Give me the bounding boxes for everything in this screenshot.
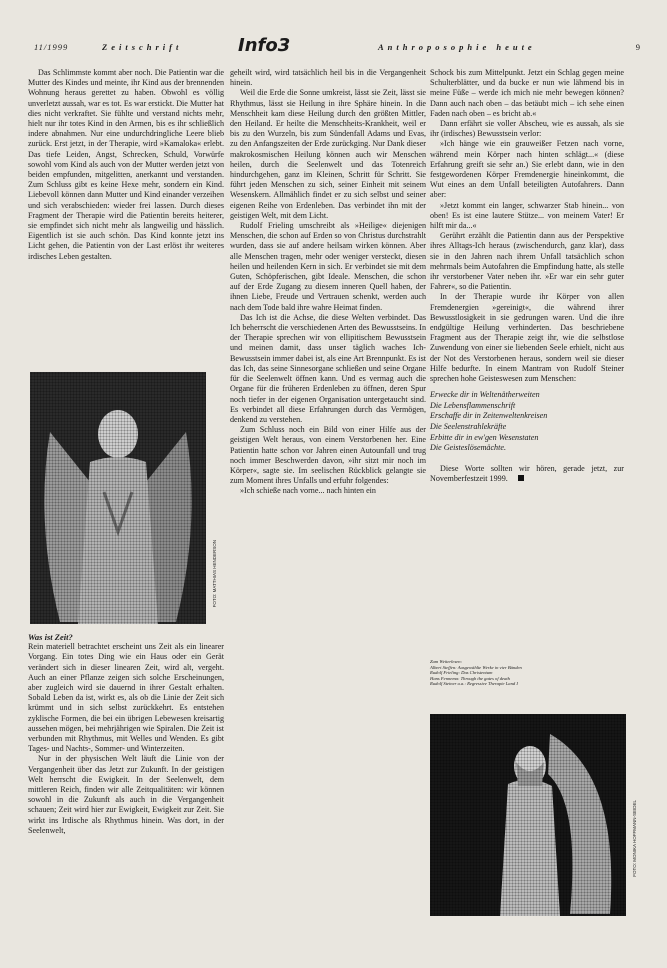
- column-3: [430, 68, 624, 484]
- paragraph: Schock bis zum Mittelpunkt. Jetzt ein Schlag gegen meine Schulterblätter, und da bucke er nun wie lähmend bis in meine Füße – werde ich mich nie mehr bewegen können? Dann auch nach oben – das betäubt mich – ich sehe einen Faden nach oben – es bricht ab.«: [430, 68, 624, 118]
- weeping-angel-photo: [430, 714, 626, 916]
- photo-credit: FOTO: MONIKA HOFFMANN-SEIDEL: [632, 800, 637, 877]
- sources-heading: Zum Weiterlesen:: [430, 659, 463, 664]
- closing-paragraph: [430, 464, 624, 484]
- mantra-line: Die Lebensflammenschrift: [430, 400, 516, 410]
- halftone-overlay: [430, 714, 626, 916]
- paragraph: Rein materiell betrachtet erscheint uns Zeit als ein linearer Vorgang. Ein totes Ding wie ein Haus oder ein Gerät verändert sich in dieser linearen Zeit, wird alt, vergeht. Auch an einer Pflanze zeigen sich solche Erscheinungen, aber zugleich wird sie dauernd in ihrer Gestalt erhalten. Sobald Leben da ist, wirkt es, als ob die Linie der Zeit sich krümmt und in sich selbst zurückkehrt. Es entstehen zyklische Formen, die bei ein übrigen Lebewesen kreisartig aussehen mögen, bei mehrjährigen wie Spiralen. Die Zeit ist verbunden mit Rhythmus, mit Welles und Wenden. Es gibt Tages- und Nachts-, Sommer- und Winterzeiten.: [28, 642, 224, 754]
- paragraph: »Ich hänge wie ein grauweißer Fetzen nach vorne, während mein Körper nach hinten schlägt...« (diese Erfahrung greift sie sehr an.) Sie erlebt dann, wie in den festgewordenen Körper Fremdenergie hineinkommt, die Wut eines an dem Unfall beteiligten Autofahrers. Dann aber:: [430, 139, 624, 200]
- photo-credit: FOTO: MATTHIAS HENDERSON: [212, 540, 217, 608]
- paragraph: geheilt wird, wird tatsächlich heil bis in die Vergangenheit hinein.: [230, 68, 426, 88]
- source-item: Rudolf Steiner u.a.: Regressive Therapie Land I: [430, 681, 518, 687]
- paragraph: Zum Schluss noch ein Bild von einer Hilfe aus der geistigen Welt heraus, von einem Verstorbenen her. Eine Patientin hatte schon vor Jahren einen Autounfall und trug noch immer Beschwerden davon, »ihr sitzt mir noch im Körper«, sagte sie. Im seelischen Rückblick gelangte sie zum Moment ihres Unfalls und erfuhr folgendes:: [230, 425, 426, 486]
- paragraph: Gerührt erzählt die Patientin dann aus der Perspektive ihres Alltags-Ich heraus (zwischendurch, ganz klar), dass sie in den Jahren nach ihrem Unfall tatsächlich schon mehrmals beim Autofahren die Empfindung hatte, als stelle ihr verstorbener Vater neben ihr. »Er war ein sehr guter Fahrer«, so die Patientin.: [430, 231, 624, 292]
- column-1-top: [28, 68, 224, 262]
- info3-logo: Info3: [238, 35, 291, 56]
- page-number: 9: [635, 42, 641, 52]
- mantra-line: Erschaffe dir in Zeitenweltenkreisen: [430, 411, 548, 421]
- angel-statue-photo: [30, 372, 206, 624]
- source-item: Rudolf Frieling: Das Christentum: [430, 670, 493, 676]
- source-item: Albert Steffen: Ausgewählte Werke in vier Bänden: [430, 664, 522, 670]
- further-reading: [430, 659, 630, 687]
- paragraph: Weil die Erde die Sonne umkreist, lässt sie Zeit, lässt sie Rhythmus, lässt sie Heilung in ihre Sphäre hinein. In die Menschheit kam diese Heilung durch den größten Mittler, den Heiland. Er heilte die Menschheits-Krankheit, weil er bis zu den Wurzeln, bis zum Sündenfall Adams und Evas, zu den Anfangszeiten der Erde zurückging. Nur Dank dieser makrokosmischen Heilung können auch wir Menschen heilen, durch die Seelenwelt und das Totenreich hindurchgehen, ganz im Kleinen, Schritt für Schritt. Sie führt jeden Menschen zu sich, seiner Einheit mit seinem Wesenskern. Allmählich findet er zu sich selbst und seiner eigenen Reihe von Erdenleben. Das verbindet ihn mit der geistigen Welt, mit dem Licht.: [230, 88, 426, 220]
- source-item: Hans Fennema: Through the gates of death: [430, 675, 510, 681]
- magazine-word: Zeitschrift: [102, 42, 183, 52]
- paragraph: Nur in der physischen Welt läuft die Linie von der Vergangenheit über das Jetzt zur Zukunft. In der geistigen Welt herrscht die Ewigkeit. In der Seelenwelt, dem mittleren Reich, finden wir alle Zeitqualitäten: wir können sowohl in die Zukunft als auch in die Vergangenheit schauen; Zeit wird hier zur Ewigkeit, Ewigkeit zur Zeit. Sie wirkt ins Irdische als Rhythmus hinein. Was dort, in der Seelenwelt,: [28, 754, 224, 835]
- closing-text: Diese Worte sollten wir hören, gerade jetzt, zur Novemberfestzeit 1999.: [430, 463, 624, 484]
- paragraph: »Jetzt kommt ein langer, schwarzer Stab hinein... von oben! Es ist eine lautere Stütze... von meinem Vater! Er hilft mir da...«: [430, 200, 624, 231]
- page-header: [26, 35, 643, 56]
- paragraph: Das Schlimmste kommt aber noch. Die Patientin war die Mutter des Kindes und meinte, ihr Kind aus der brennenden Wohnung heraus gerettet zu haben. Obwohl es völlig unverletzt aussah, war es tot. Es war erstickt. Die Mutter hat dies nicht verkraftet. Sie fühlte und verstand nichts mehr, hielt nur ihr totes Kind in den Armen, bis es ihr schließlich indere abnahmen. Nur eine undurchdringliche Leere blieb zurück. Erst jetzt, in der Therapie, wird »Kamaloka« erlebt. Das tiefe Leiden, Angst, Schrecken, Schuld, Vorwürfe sowohl vom Kind als auch von der Mutter werden jetzt von beiden empfunden, mitgelitten, anerkannt und verstanden. Zum Schluss gibt es keine Hexe mehr, sondern ein Kind. Liebevoll können dann Mutter und Kind einander verzeihen und sich verabschieden: wieder frei lassen. Durch dieses Fragment der Therapie wird die Patientin bereits heiterer, sie empfindet sich nicht mehr als langweilig und hässlich. Eigentlich ist sie auch schön. Das Kind konnte jetzt ins Licht gehen, die Patientin von der Last erlöst ihr weiteres irdisches Leben gestalten.: [28, 68, 224, 261]
- mantra-line: Die Geisteslösemächte.: [430, 443, 506, 453]
- paragraph: Das Ich ist die Achse, die diese Welten verbindet. Das Ich beherrscht die verschiedenen Arten des Bewusstseins. In der Therapie sprechen wir von ellipitischem Bewusstsein und meinen damit, dass unser täglich waches Ich-Bewusstsein immer dabei ist, als eine Art Brennpunkt. Es ist das Ich, das seine Sinnesorgane schließen und seine Organe für die Seelenwelt öffnen kann. Und es vermag auch die Organe für die früheren Erdenleben zu öffnen, deren Spur noch tiefer in der eigenen Organisation untergetaucht sind. Es verbindet all diese Erfahrungen durch das Vermögen, denkend zu verstehen.: [230, 312, 426, 424]
- column-1-bottom: [28, 632, 224, 836]
- mantra-line: Die Seelenstrahlekräfte: [430, 422, 507, 432]
- column-2: [230, 68, 426, 497]
- mantra-verse: [430, 390, 624, 454]
- mantra-line: Erwecke dir in Weltenätherweiten: [430, 390, 540, 400]
- header-subtitle: Anthroposophie heute: [378, 42, 536, 52]
- end-mark-icon: [518, 475, 524, 481]
- issue-date: 11/1999: [34, 42, 69, 52]
- section-heading: Was ist Zeit?: [28, 632, 73, 642]
- halftone-overlay: [30, 372, 206, 624]
- paragraph: »Ich schieße nach vorne... nach hinten ein: [240, 486, 376, 496]
- paragraph: Rudolf Frieling umschreibt als »Heilige« diejenigen Menschen, die schon auf Erden so von Christus durchstrahlt wurden, dass sie auf andere heilsam wirken können. Aber alle Menschen tragen, mehr oder weniger versteckt, diesen heilen und heilenden Kern in sich. Er verbindet sie mit dem Guten, Schöpferischen, gibt Ideale. Menschen, die schon auf der Erde Zugang zu diesem inneren Quell haben, der ihnen Liebe, Freude und Vertrauen schenkt, werden auch nach dem Tode bald ihre wahre Heimat finden.: [230, 221, 426, 312]
- mantra-line: Erbitte dir in ew'gen Wesenstaten: [430, 432, 539, 442]
- paragraph: Dann erfährt sie voller Abscheu, wie es aussah, als sie ihr (irdisches) Bewusstsein verlor:: [430, 119, 624, 139]
- paragraph: In der Therapie wurde ihr Körper von allen Fremdenergien »gereinigt«, die während ihrer Bewusstlosigkeit in sie gedrungen waren. Und die ihre endgültige Heilung verhinderten. Das beschriebene Fragment aus der Therapie zeigt ihr, wie die selbstlose Zuwendung von einer sie liebenden Seele erhielt, nicht aus der Not des Verstorbenen heraus, sondern weil sie dieser Hilfe bedurfte. In einem Mantram von Rudolf Steiner sprechen hohe Geisteswesen zum Menschen:: [430, 292, 624, 384]
